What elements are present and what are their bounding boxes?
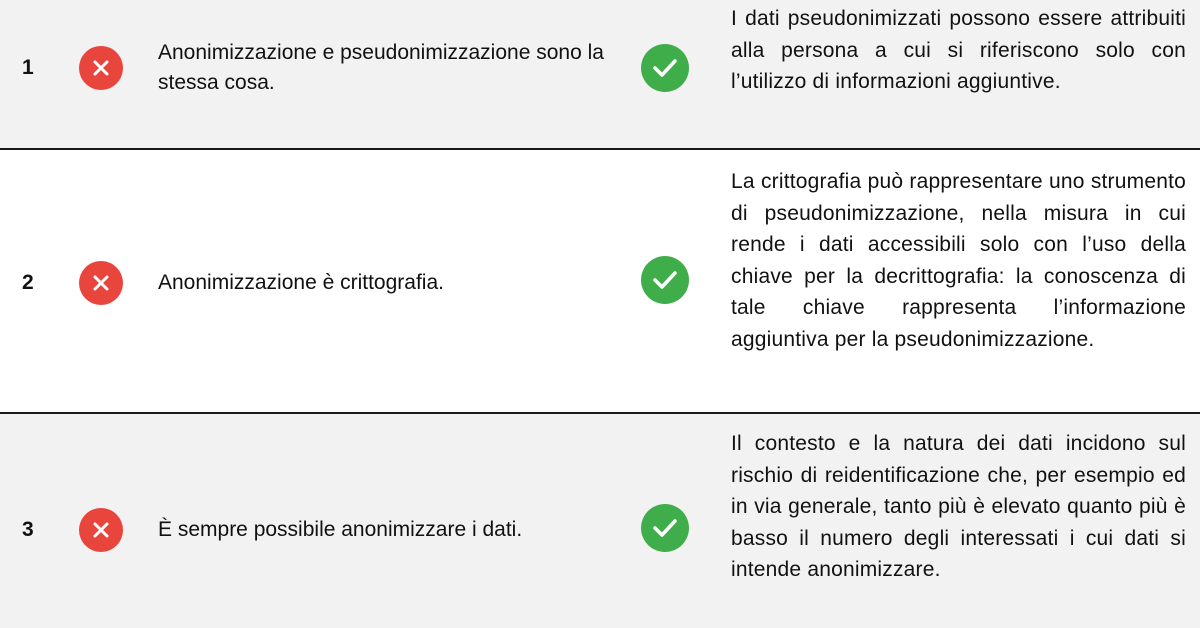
fact-text: La crittografia può rappresentare uno strumento di pseudonimizzazione, nella misura in cui rende i dati accessibili solo con l’uso della chiave per la decrittografia: la conoscenza di tale chiave rappresenta l’informazione aggiuntiva per la pseudonimizzazione.: [731, 170, 1186, 351]
fact-text: I dati pseudonimizzati possono essere attribuiti alla persona a cui si riferiscono solo con l’utilizzo di informazioni aggiuntive.: [731, 7, 1186, 93]
x-icon: [79, 508, 123, 552]
fact-text: Il contesto e la natura dei dati incidono sul rischio di reidentificazione che, per esempio ed in via generale, tanto più è elevato quanto più è basso il numero degli interessati i cui dati si intende anonimizzare.: [731, 432, 1186, 581]
row-number: 1: [22, 56, 34, 79]
myth-text: Anonimizzazione e pseudonimizzazione sono la stessa cosa.: [158, 41, 604, 94]
checkmark-icon: [641, 256, 689, 304]
x-icon: [79, 261, 123, 305]
row-number: 3: [22, 518, 34, 541]
myth-text: Anonimizzazione è crittografia.: [158, 271, 444, 294]
x-icon: [79, 46, 123, 90]
table-row: [0, 414, 1200, 628]
row-number: 2: [22, 271, 34, 294]
checkmark-icon: [641, 504, 689, 552]
table-row: [0, 150, 1200, 414]
checkmark-icon: [641, 44, 689, 92]
table-row: [0, 0, 1200, 150]
myth-text: È sempre possibile anonimizzare i dati.: [158, 518, 523, 541]
